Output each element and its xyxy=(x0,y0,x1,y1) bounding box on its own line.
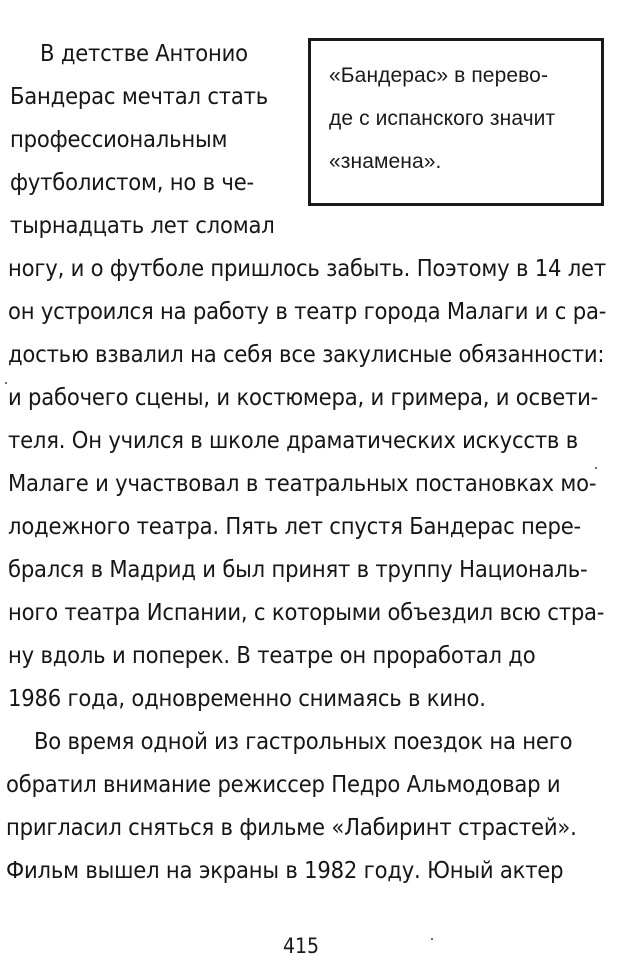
body-text-line: лодежного театра. Пять лет спустя Бандерас пере- xyxy=(8,512,581,540)
body-text-line: и рабочего сцены, и костюмера, и гримера, и освети- xyxy=(8,383,599,411)
body-text-line: Малаге и участвовал в театральных постановках мо- xyxy=(8,469,597,497)
body-text-line: ного театра Испании, с которыми объездил всю стра- xyxy=(8,598,605,626)
body-text-line: достью взвалил на себя все закулисные обязанности: xyxy=(8,340,605,368)
scan-speck xyxy=(431,938,433,940)
body-text-line: теля. Он учился в школе драматических искусств в xyxy=(8,426,578,454)
scan-speck xyxy=(5,382,7,384)
body-text-line: 1986 года, одновременно снимаясь в кино. xyxy=(8,684,486,712)
body-text-line: он устроился на работу в театр города Малаги и с ра- xyxy=(8,297,607,325)
body-text-line: тырнадцать лет сломал xyxy=(10,211,275,239)
sidebar-note-line: де с испанского значит xyxy=(329,107,556,130)
sidebar-note-line: «знамена». xyxy=(329,150,442,173)
body-text-line: футболистом, но в че- xyxy=(10,168,254,196)
body-text-line: ногу, и о футболе пришлось забыть. Поэтому в 14 лет xyxy=(8,254,606,282)
body-text-line: профессиональным xyxy=(10,125,228,153)
page-number: 415 xyxy=(283,934,320,958)
body-text-line: В детстве Антонио xyxy=(40,39,248,67)
body-text-line: брался в Мадрид и был принят в труппу Националь- xyxy=(8,555,588,583)
body-text-line: ну вдоль и поперек. В театре он проработал до xyxy=(8,641,536,669)
sidebar-note-box xyxy=(308,38,604,206)
sidebar-note-line: «Бандерас» в перево- xyxy=(329,64,549,87)
body-text-line: пригласил сняться в фильме «Лабиринт страстей». xyxy=(6,813,577,841)
scan-speck xyxy=(595,467,597,469)
body-text-line: Во время одной из гастрольных поездок на него xyxy=(34,727,573,755)
body-text-line: Фильм вышел на экраны в 1982 году. Юный актер xyxy=(6,856,564,884)
body-text-line: обратил внимание режиссер Педро Альмодовар и xyxy=(6,770,561,798)
body-text-line: Бандерас мечтал стать xyxy=(10,82,269,110)
